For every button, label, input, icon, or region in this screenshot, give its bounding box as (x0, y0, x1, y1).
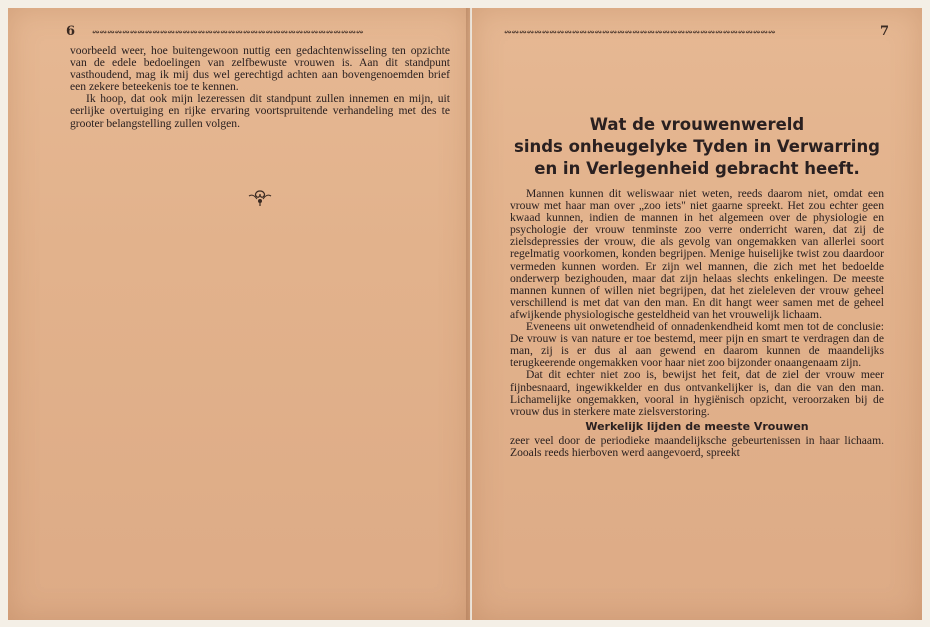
chapter-title-line-3: en in Verlegenheid gebracht heeft. (534, 159, 860, 178)
chapter-title-line-2: sinds onheugelyke Tyden in Verwarring (514, 137, 880, 156)
right-header-ornament: ↭↭↭↭↭↭↭↭↭↭↭↭↭↭↭↭↭↭↭↭↭↭↭↭↭↭↭↭↭↭↭↭↭↭↭↭ (504, 28, 776, 38)
left-paragraph-2: Ik hoop, dat ook mijn lezeressen dit standpunt zullen innemen en mijn, uit eerlijke overtuiging en rijke ervaring voortspruitende verhandeling met des te grooter belangstelling zullen volgen. (70, 92, 450, 130)
right-paragraph-2: Eveneens uit onwetendheid of onnadenkendheid komt men tot de conclusie: De vrouw is van nature er toe bestemd, meer pijn en smart te verdragen dan de man, zij is er dus al aan gewend en daarom kunnen de maandelijks terugkeerende ongemakken voor haar niet zoo bijzonder onaangenaam zijn. (510, 320, 884, 370)
right-page-number: 7 (880, 24, 890, 39)
right-paragraph-1: Mannen kunnen dit weliswaar niet weten, reeds daarom niet, omdat een vrouw met haar man over „zoo iets" niet gaarne spreekt. Het zou echter geen kwaad kunnen, indien de mannen in het algemeen over de physiologie en psychologie der vrouw tenminste zoo verre onderricht waren, dat zij de zielsdepressies der vrouw, die als gevolg van ongemakken van allerlei soort regelmatig voorkomen, konden begrijpen. Menige huiselijke twist zou daardoor vermeden kunnen worden. Er zijn wel mannen, die zich met het bedoelde onderwerp bezighouden, maar dat zijn helaas slechts enkelingen. De meeste mannen kunnen of willen niet begrijpen, dat het zieleleven der vrouw geheel verschillend is met dat van den man. En dit hangt weer samen met de geheel afwijkende physiologische gesteldheid van het vrouwelijk lichaam. (510, 187, 884, 321)
chapter-title-line-1: Wat de vrouwenwereld (589, 115, 805, 134)
left-body-text (70, 45, 450, 130)
right-page (472, 8, 922, 620)
left-paragraph-1: voorbeeld weer, hoe buitengewoon nuttig een gedachtenwisseling ten opzichte van de edele bedoelingen van zelfbewuste vrouwen is. Aan dit standpunt vasthoudend, mag ik mij dus wel gerechtigd achten aan bovengenoemden brief een zekere beteekenis toe te kennen. (70, 44, 450, 94)
right-body-text (510, 188, 884, 459)
right-closing-paragraph: zeer veel door de periodieke maandelijksche gebeurtenissen in haar lichaam. Zooals reeds hierboven werd aangevoerd, spreekt (510, 433, 884, 459)
left-page (8, 8, 470, 620)
chapter-title (472, 114, 922, 180)
section-subheading: Werkelijk lijden de meeste Vrouwen (585, 419, 809, 433)
floral-vignette-icon (246, 188, 274, 208)
right-paragraph-3: Dat dit echter niet zoo is, bewijst het feit, dat de ziel der vrouw meer fijnbesnaard, ingewikkelder en dus ontvankelijker is, dan die van den man. Lichamelijke ongemakken, vooral in hygiënisch opzicht, veroorzaken bij de vrouw dus in sterkere mate zielsverstoring. (510, 368, 884, 418)
left-header-ornament: ↭↭↭↭↭↭↭↭↭↭↭↭↭↭↭↭↭↭↭↭↭↭↭↭↭↭↭↭↭↭↭↭↭↭↭↭ (92, 28, 364, 38)
left-page-number: 6 (66, 24, 76, 39)
